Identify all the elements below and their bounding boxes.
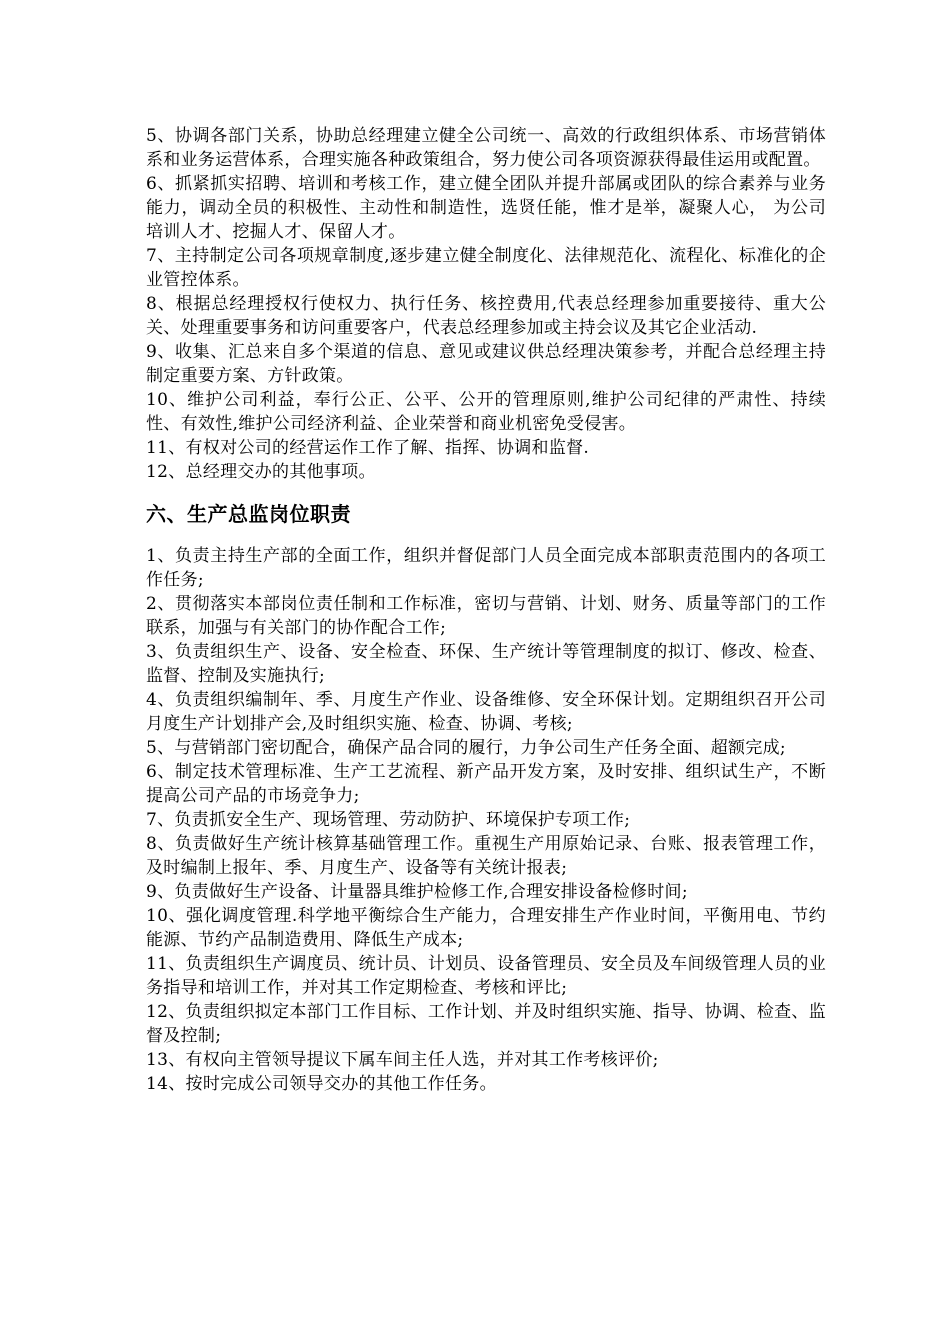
production-duty-item-2: 2、贯彻落实本部岗位责任制和工作标准，密切与营销、计划、财务、质量等部门的工作联系，加强与有关部门的协作配合工作;	[146, 594, 826, 638]
duty-item-8: 8、根据总经理授权行使权力、执行任务、核控费用,代表总经理参加重要接待、重大公关、处理重要事务和访问重要客户，代表总经理参加或主持会议及其它企业活动.	[146, 294, 826, 338]
duty-item-10: 10、维护公司利益，奉行公正、公平、公开的管理原则,维护公司纪律的严肃性、持续性、有效性,维护公司经济利益、企业荣誉和商业机密免受侵害。	[146, 390, 826, 434]
section-general-duties	[146, 124, 826, 484]
duty-item-9: 9、收集、汇总来自多个渠道的信息、意见或建议供总经理决策参考，并配合总经理主持制定重要方案、方针政策。	[146, 342, 826, 386]
production-duty-item-14: 14、按时完成公司领导交办的其他工作任务。	[146, 1074, 497, 1094]
production-duty-item-9: 9、负责做好生产设备、计量器具维护检修工作,合理安排设备检修时间;	[146, 882, 688, 902]
section-heading-production-director: 六、生产总监岗位职责	[146, 502, 351, 526]
production-duty-item-13: 13、有权向主管领导提议下属车间主任人选，并对其工作考核评价;	[146, 1050, 659, 1070]
document-page	[146, 124, 826, 1096]
production-duty-item-7: 7、负责抓安全生产、现场管理、劳动防护、环境保护专项工作;	[146, 810, 631, 830]
production-duty-item-3: 3、负责组织生产、设备、安全检查、环保、生产统计等管理制度的拟订、修改、检查、监督、控制及实施执行;	[146, 642, 826, 686]
duty-item-12: 12、总经理交办的其他事项。	[146, 462, 376, 482]
production-duty-item-1: 1、负责主持生产部的全面工作，组织并督促部门人员全面完成本部职责范围内的各项工作任务;	[146, 546, 826, 590]
duty-item-7: 7、主持制定公司各项规章制度,逐步建立健全制度化、法律规范化、流程化、标准化的企业管控体系。	[146, 246, 826, 290]
duty-item-5: 5、协调各部门关系，协助总经理建立健全公司统一、高效的行政组织体系、市场营销体系和业务运营体系，合理实施各种政策组合，努力使公司各项资源获得最佳运用或配置。	[146, 126, 826, 170]
production-duty-item-11: 11、负责组织生产调度员、统计员、计划员、设备管理员、安全员及车间级管理人员的业务指导和培训工作，并对其工作定期检查、考核和评比;	[146, 954, 826, 998]
production-duty-item-12: 12、负责组织拟定本部门工作目标、工作计划、并及时组织实施、指导、协调、检查、监督及控制;	[146, 1002, 826, 1046]
duty-item-11: 11、有权对公司的经营运作工作了解、指挥、协调和监督.	[146, 438, 590, 458]
production-duty-item-6: 6、制定技术管理标准、生产工艺流程、新产品开发方案，及时安排、组织试生产，不断提高公司产品的市场竞争力;	[146, 762, 826, 806]
production-duty-item-4: 4、负责组织编制年、季、月度生产作业、设备维修、安全环保计划。定期组织召开公司月度生产计划排产会,及时组织实施、检查、协调、考核;	[146, 690, 826, 734]
duty-item-6: 6、抓紧抓实招聘、培训和考核工作，建立健全团队并提升部属或团队的综合素养与业务能力，调动全员的积极性、主动性和制造性，选贤任能，惟才是举，凝聚人心， 为公司培训人才、挖掘人才、保留人才。	[146, 174, 826, 242]
production-duty-item-5: 5、与营销部门密切配合，确保产品合同的履行，力争公司生产任务全面、超额完成;	[146, 738, 786, 758]
section-production-director-duties	[146, 544, 826, 1096]
production-duty-item-8: 8、负责做好生产统计核算基础管理工作。重视生产用原始记录、台账、报表管理工作，及时编制上报年、季、月度生产、设备等有关统计报表;	[146, 834, 826, 878]
production-duty-item-10: 10、强化调度管理.科学地平衡综合生产能力，合理安排生产作业时间，平衡用电、节约能源、节约产品制造费用、降低生产成本;	[146, 906, 826, 950]
